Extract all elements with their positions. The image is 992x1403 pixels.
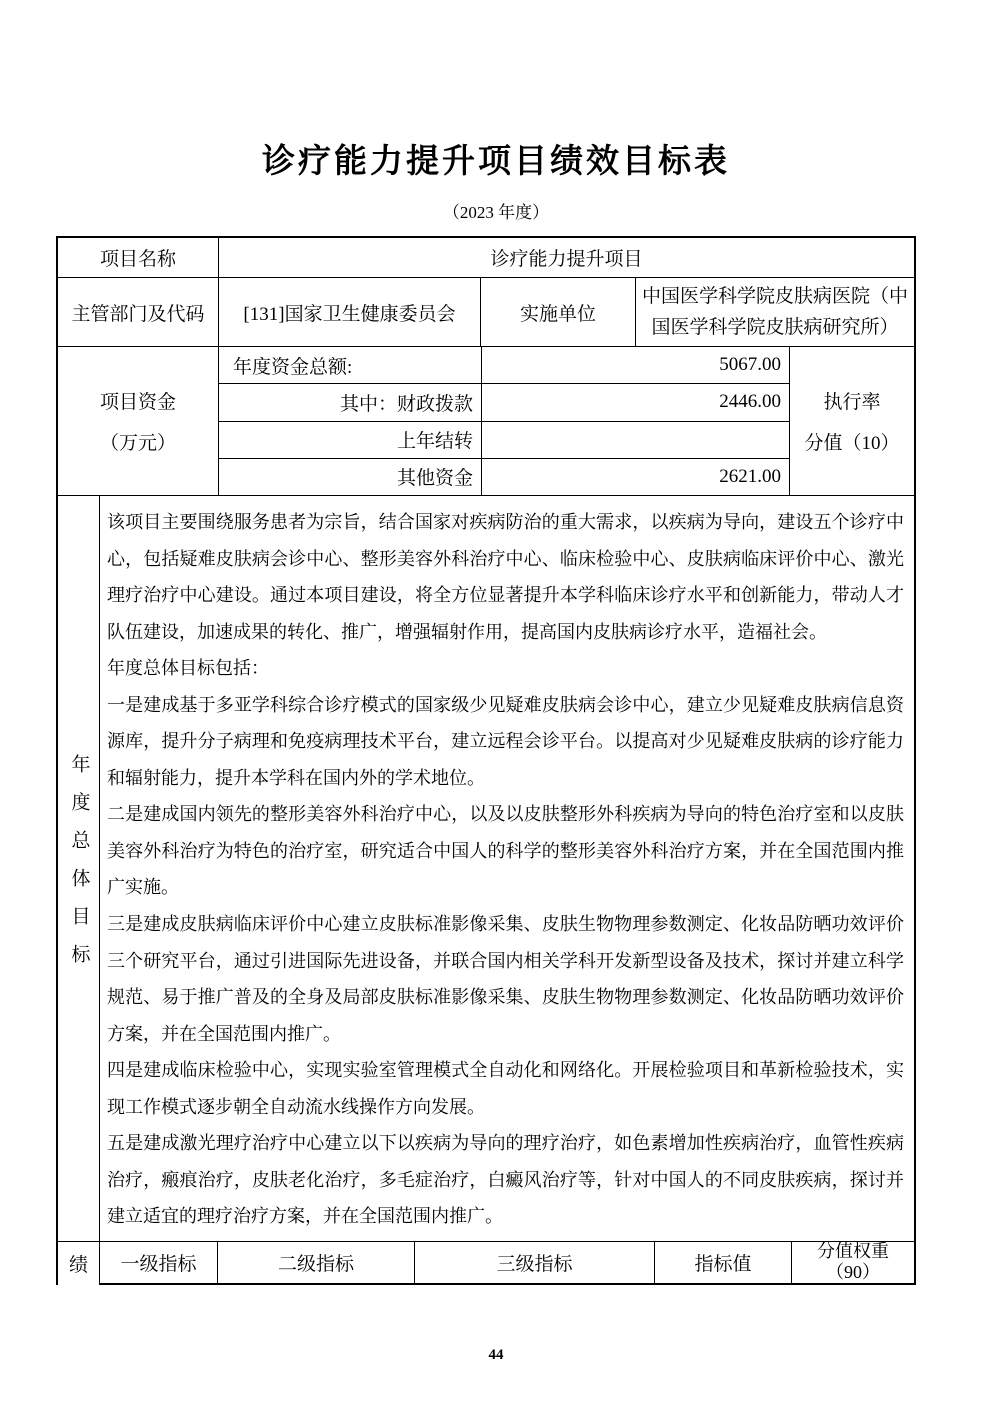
funding-row-carryover	[219, 422, 790, 459]
project-name-value: 诊疗能力提升项目	[490, 249, 643, 270]
project-name-row	[58, 238, 914, 278]
funding-fiscal-value: 2446.00	[482, 384, 790, 420]
indicator-col-weight	[792, 1242, 914, 1285]
execution-rate-line2: 分值（10）	[804, 433, 900, 454]
funding-label-line2: （万元）	[99, 433, 176, 454]
funding-fiscal-label: 其中：财政拨款	[219, 384, 482, 420]
page-number: 44	[488, 1347, 504, 1363]
project-name-label: 项目名称	[58, 238, 219, 277]
overall-goal-side-label: 年度总体目标	[68, 754, 90, 983]
overall-goal-side-label-cell	[58, 496, 100, 1241]
indicator-col-level3: 三级指标	[415, 1242, 655, 1285]
performance-target-table	[56, 236, 916, 1285]
funding-carryover-value	[482, 422, 790, 458]
funding-label	[58, 347, 219, 495]
goal-paragraph: 二是建成国内领先的整形美容外科治疗中心，以及以皮肤整形外科疾病为导向的特色治疗室和以皮肤美容外科治疗为特色的治疗室，研究适合中国人的科学的整形美容外科治疗方案，并在全国范围内推广实施。	[107, 804, 904, 898]
indicator-weight-line1: 分值权重	[817, 1241, 889, 1262]
funding-row-total	[219, 347, 790, 384]
goal-paragraph: 一是建成基于多亚学科综合诊疗模式的国家级少见疑难皮肤病会诊中心，建立少见疑难皮肤病信息资源库，提升分子病理和免疫病理技术平台，建立远程会诊平台。以提高对少见疑难皮肤病的诊疗能力和辐射能力，提升本学科在国内外的学术地位。	[107, 694, 904, 788]
department-value: [131]国家卫生健康委员会	[219, 278, 481, 346]
funding-row-other	[219, 459, 790, 495]
funding-row-fiscal	[219, 384, 790, 421]
execution-rate-label	[790, 347, 914, 495]
goal-paragraph: 五是建成激光理疗治疗中心建立以下以疾病为导向的理疗治疗，如色素增加性疾病治疗，血管性疾病治疗，瘢痕治疗，皮肤老化治疗，多毛症治疗，白癜风治疗等，针对中国人的不同皮肤疾病，探讨并建立适宜的理疗治疗方案，并在全国范围内推广。	[107, 1133, 904, 1227]
execution-rate-line1: 执行率	[823, 392, 881, 413]
indicator-col-value: 指标值	[655, 1242, 792, 1285]
department-row	[58, 278, 914, 347]
page-subtitle: （2023 年度）	[442, 203, 550, 222]
impl-unit-value: 中国医学科学院皮肤病医院（中国医学科学院皮肤病研究所）	[641, 286, 908, 338]
overall-goal-section	[58, 496, 914, 1242]
funding-carryover-label: 上年结转	[219, 422, 482, 458]
indicator-side-label: 绩	[58, 1242, 100, 1285]
funding-label-line1: 项目资金	[99, 392, 176, 413]
overall-goal-text	[100, 496, 914, 1241]
indicator-col-level2: 二级指标	[218, 1242, 415, 1285]
indicator-weight-line2: （90）	[826, 1262, 880, 1283]
goal-paragraph: 三是建成皮肤病临床评价中心建立皮肤标准影像采集、皮肤生物物理参数测定、化妆品防晒功效评价三个研究平台，通过引进国际先进设备，并联合国内相关学科开发新型设备及技术，探讨并建立科学规范、易于推广普及的全身及局部皮肤标准影像采集、皮肤生物物理参数测定、化妆品防晒功效评价方案，并在全国范围内推广。	[107, 914, 904, 1044]
goal-paragraph: 该项目主要围绕服务患者为宗旨，结合国家对疾病防治的重大需求，以疾病为导向，建设五个诊疗中心，包括疑难皮肤病会诊中心、整形美容外科治疗中心、临床检验中心、皮肤病临床评价中心、激光理疗治疗中心建设。通过本项目建设，将全方位显著提升本学科临床诊疗水平和创新能力，带动人才队伍建设，加速成果的转化、推广，增强辐射作用，提高国内皮肤病诊疗水平，造福社会。	[107, 512, 904, 642]
funding-section	[58, 347, 914, 496]
goal-paragraph: 四是建成临床检验中心，实现实验室管理模式全自动化和网络化。开展检验项目和革新检验技术，实现工作模式逐步朝全自动流水线操作方向发展。	[107, 1060, 904, 1117]
funding-total-value: 5067.00	[482, 347, 790, 383]
funding-rows	[219, 347, 790, 495]
page-title: 诊疗能力提升项目绩效目标表	[262, 144, 730, 180]
funding-total-label: 年度资金总额:	[219, 347, 482, 383]
impl-unit-label: 实施单位	[481, 278, 636, 346]
goal-paragraph: 年度总体目标包括：	[107, 658, 269, 679]
indicator-header-row	[58, 1242, 914, 1285]
funding-other-value: 2621.00	[482, 459, 790, 495]
indicator-col-level1: 一级指标	[100, 1242, 218, 1285]
funding-other-label: 其他资金	[219, 459, 482, 495]
department-label: 主管部门及代码	[58, 278, 219, 346]
